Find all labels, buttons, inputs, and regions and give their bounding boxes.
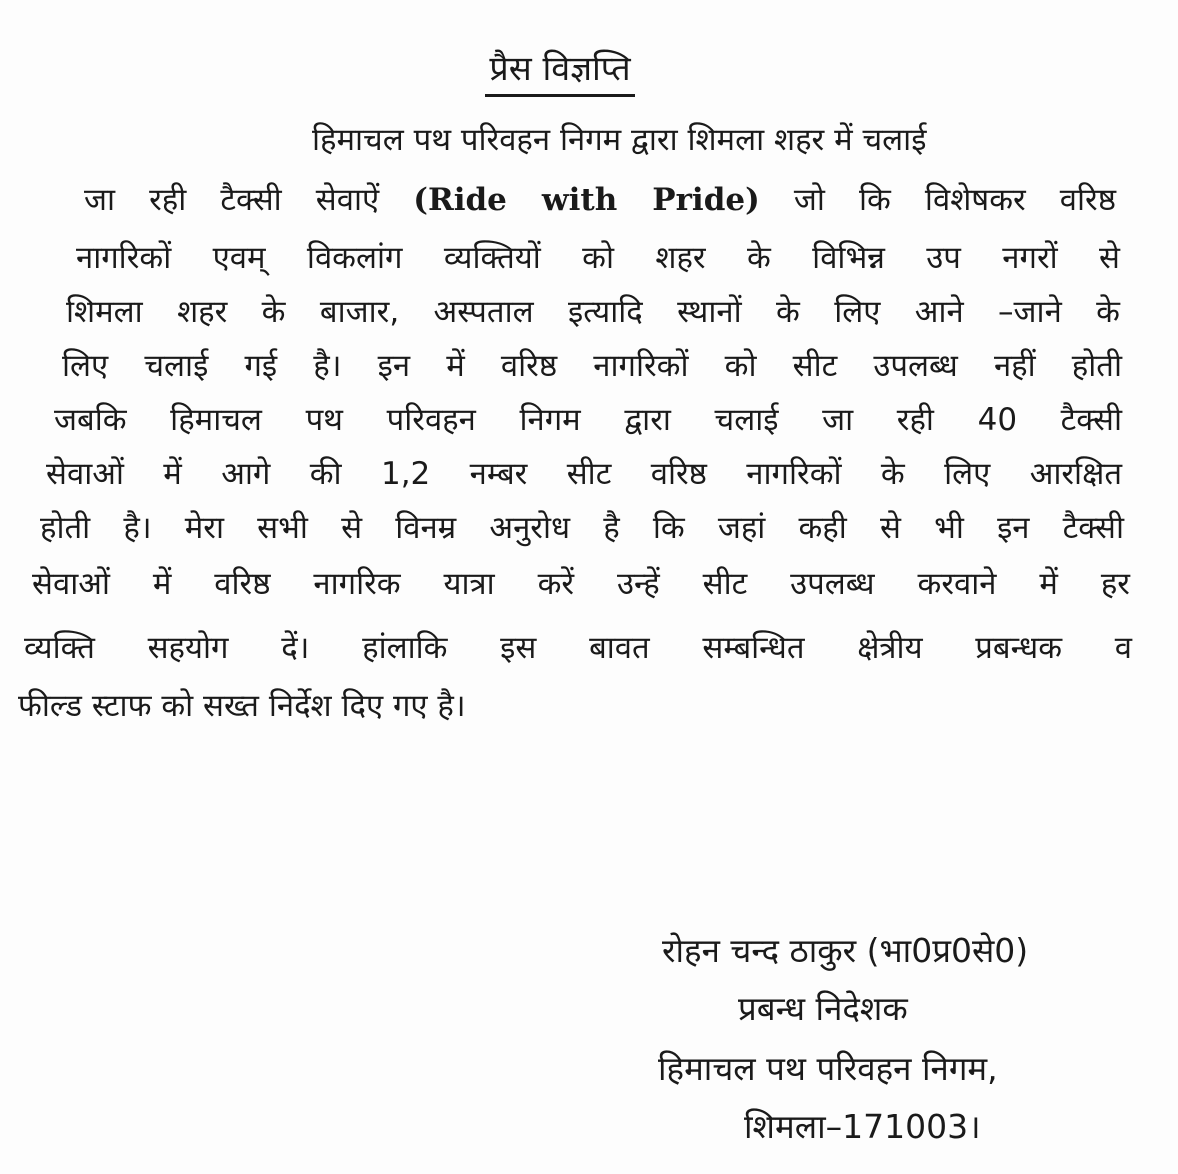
- signatory-designation: प्रबन्ध निदेशक: [738, 989, 908, 1028]
- paragraph-line: नागरिकों एवम् विकलांग व्यक्तियों को शहर के विभिन्न उप नगरों से: [76, 240, 1120, 276]
- paragraph-line: फील्ड स्टाफ को सख्त निर्देश दिए गए है।: [18, 688, 466, 724]
- paragraph-line: लिए चलाई गई है। इन में वरिष्ठ नागरिकों को सीट उपलब्ध नहीं होती: [62, 348, 1122, 384]
- paragraph-line: शिमला शहर के बाजार, अस्पताल इत्यादि स्थानों के लिए आने –जाने के: [66, 294, 1120, 330]
- paragraph-line: जबकि हिमाचल पथ परिवहन निगम द्वारा चलाई जा रही 40 टैक्सी: [54, 402, 1122, 438]
- signatory-name: रोहन चन्द ठाकुर (भा0प्र0से0): [662, 931, 1029, 970]
- paragraph-line: सेवाओं में वरिष्ठ नागरिक यात्रा करें उन्हें सीट उपलब्ध करवाने में हर: [32, 566, 1130, 602]
- signatory-address: शिमला–171003।: [744, 1107, 981, 1146]
- paragraph-line: जा रही टैक्सी सेवाऐं (Ride with Pride) जो कि विशेषकर वरिष्ठ: [84, 182, 1116, 218]
- paragraph-line: सेवाओं में आगे की 1,2 नम्बर सीट वरिष्ठ नागरिकों के लिए आरक्षित: [46, 456, 1122, 492]
- ride-with-pride-text: (Ride with Pride): [413, 182, 760, 218]
- signatory-organization: हिमाचल पथ परिवहन निगम,: [658, 1049, 998, 1088]
- paragraph-line: होती है। मेरा सभी से विनम्र अनुरोध है कि जहां कही से भी इन टैक्सी: [40, 510, 1124, 546]
- paragraph-line: हिमाचल पथ परिवहन निगम द्वारा शिमला शहर में चलाई: [312, 122, 927, 158]
- paragraph-line: व्यक्ति सहयोग दें। हांलाकि इस बावत सम्बन्धित क्षेत्रीय प्रबन्धक व: [24, 630, 1132, 666]
- title-text: प्रैस विज्ञप्ति: [485, 46, 634, 97]
- document-title: [0, 46, 1120, 97]
